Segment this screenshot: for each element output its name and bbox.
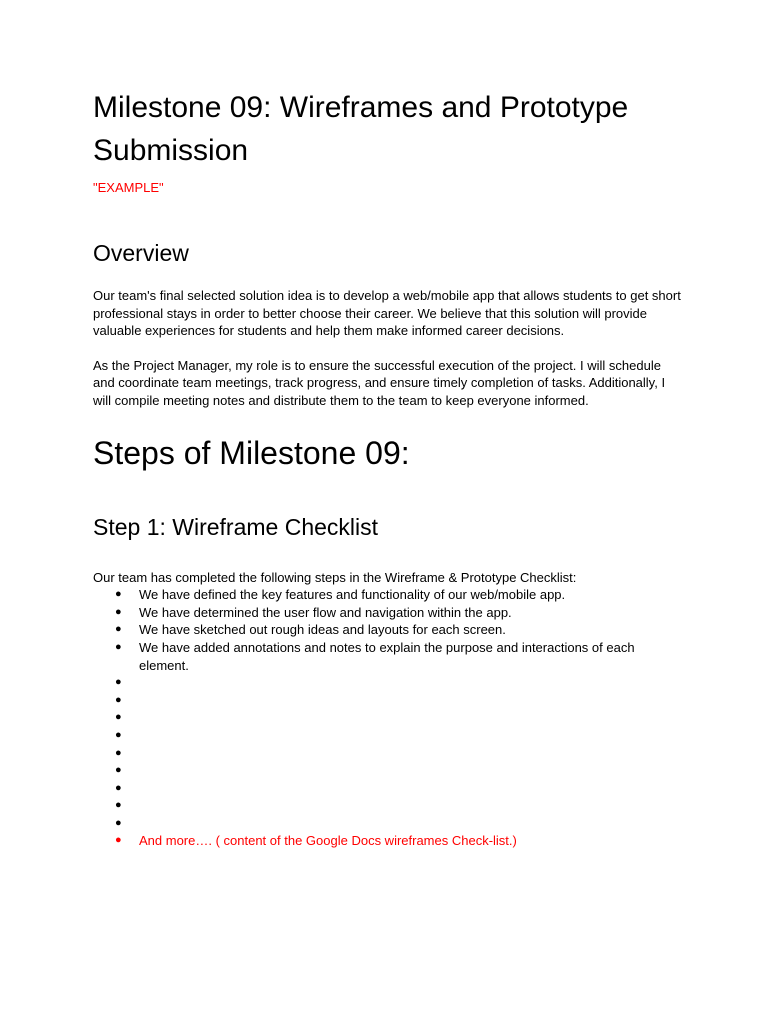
document-body — [93, 86, 683, 850]
list-item-text: We have determined the user flow and navigation within the app. — [139, 604, 512, 620]
bullet-icon: ● — [115, 588, 122, 601]
list-item — [93, 797, 683, 815]
list-item — [93, 586, 683, 604]
checklist — [93, 586, 683, 850]
bullet-icon: ● — [115, 711, 122, 724]
bullet-icon: ● — [115, 693, 122, 706]
bullet-icon: ● — [115, 781, 122, 794]
bullet-icon: ● — [115, 605, 122, 618]
list-item — [93, 745, 683, 763]
bullet-icon: ● — [115, 640, 122, 653]
list-item-text: We have added annotations and notes to explain the purpose and interactions of each element. — [139, 639, 635, 673]
list-item — [93, 604, 683, 622]
bullet-icon: ● — [115, 728, 122, 741]
example-note: "EXAMPLE" — [93, 180, 164, 195]
list-item — [93, 762, 683, 780]
overview-heading: Overview — [93, 240, 189, 266]
list-item-text: We have defined the key features and functionality of our web/mobile app. — [139, 587, 566, 603]
overview-paragraph-1: Our team's final selected solution idea is to develop a web/mobile app that allows students to get short professional stays in order to better choose their career. We believe that this solution will provide valuable experiences for students and help them make informed career decisions. — [93, 288, 681, 339]
list-item — [93, 674, 683, 692]
bullet-icon: ● — [115, 746, 122, 759]
list-item-text: We have sketched out rough ideas and layouts for each screen. — [139, 622, 506, 638]
list-item-more — [93, 832, 683, 850]
list-item — [93, 815, 683, 833]
document-title: Milestone 09: Wireframes and Prototype Submission — [93, 91, 629, 167]
list-item — [93, 709, 683, 727]
bullet-icon: ● — [115, 816, 122, 829]
list-item — [93, 639, 683, 674]
list-item-text: And more…. ( content of the Google Docs wireframes Check-list.) — [139, 833, 517, 849]
bullet-icon: ● — [115, 623, 122, 636]
overview-paragraph-2: As the Project Manager, my role is to ensure the successful execution of the project. I will schedule and coordinate team meetings, track progress, and ensure timely completion of tasks. Additionally, I will compile meeting notes and distribute them to the team to keep everyone informed. — [93, 357, 666, 408]
bullet-icon: ● — [115, 676, 122, 689]
bullet-icon: ● — [115, 764, 122, 777]
bullet-icon: ● — [115, 799, 122, 812]
list-item — [93, 727, 683, 745]
step1-intro: Our team has completed the following steps in the Wireframe & Prototype Checklist: — [93, 569, 577, 585]
step1-heading: Step 1: Wireframe Checklist — [93, 513, 379, 540]
list-item — [93, 780, 683, 798]
list-item — [93, 692, 683, 710]
list-item — [93, 621, 683, 639]
bullet-icon: ● — [115, 834, 122, 847]
steps-heading: Steps of Milestone 09: — [93, 434, 410, 471]
